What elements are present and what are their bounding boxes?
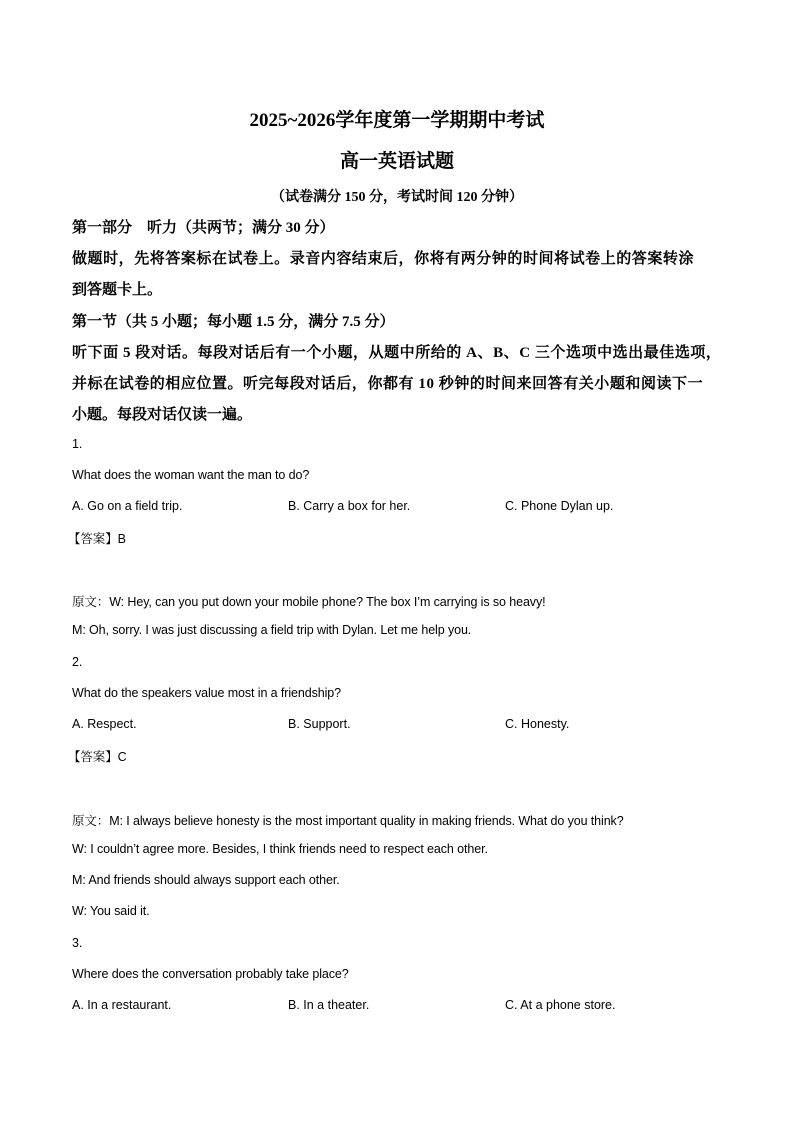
transcript-line: W: I couldn’t agree more. Besides, I think friends need to respect each other.	[72, 842, 488, 856]
option-b: B. In a theater.	[288, 998, 370, 1012]
question-text: What does the woman want the man to do?	[72, 468, 310, 482]
answer: 【答案】B	[68, 532, 126, 546]
exam-title: 2025~2026学年度第一学期期中考试	[249, 110, 545, 131]
option-c: C. At a phone store.	[505, 998, 616, 1012]
section1-instruction-line1: 听下面 5 段对话。每段对话后有一个小题，从题中所给的 A、B、C 三个选项中选出最佳选项，	[72, 345, 722, 361]
option-a: A. Respect.	[72, 717, 137, 731]
option-c: C. Phone Dylan up.	[505, 499, 614, 513]
option-b: B. Support.	[288, 717, 351, 731]
option-a: A. Go on a field trip.	[72, 499, 183, 513]
part1-heading: 第一部分 听力（共两节；满分 30 分）	[72, 220, 335, 236]
transcript-line: W: You said it.	[72, 904, 150, 918]
question-number: 2.	[72, 655, 83, 669]
question-number: 1.	[72, 437, 83, 451]
question-number: 3.	[72, 936, 83, 950]
question-text: What do the speakers value most in a friendship?	[72, 686, 341, 700]
transcript-line: M: Oh, sorry. I was just discussing a field trip with Dylan. Let me help you.	[72, 623, 472, 637]
section1-heading: 第一节（共 5 小题；每小题 1.5 分，满分 7.5 分）	[72, 314, 395, 330]
subject-title: 高一英语试题	[339, 151, 454, 172]
section1-instruction-line3: 小题。每段对话仅读一遍。	[72, 407, 253, 423]
answer: 【答案】C	[68, 750, 127, 764]
transcript-line: 原文：M: I always believe honesty is the most important quality in making friends. What do you think?	[72, 814, 624, 828]
option-b: B. Carry a box for her.	[288, 499, 411, 513]
transcript-line: 原文：W: Hey, can you put down your mobile phone? The box I’m carrying is so heavy!	[72, 595, 546, 609]
option-c: C. Honesty.	[505, 717, 570, 731]
section1-instruction-line2: 并标在试卷的相应位置。听完每段对话后，你都有 10 秒钟的时间来回答有关小题和阅读下一	[72, 376, 704, 392]
part1-instruction-line2: 到答题卡上。	[72, 282, 163, 298]
question-text: Where does the conversation probably take place?	[72, 967, 349, 981]
exam-info: （试卷满分 150 分，考试时间 120 分钟）	[271, 190, 523, 205]
option-a: A. In a restaurant.	[72, 998, 172, 1012]
part1-instruction-line1: 做题时，先将答案标在试卷上。录音内容结束后，你将有两分钟的时间将试卷上的答案转涂	[72, 251, 695, 267]
transcript-line: M: And friends should always support each other.	[72, 873, 340, 887]
